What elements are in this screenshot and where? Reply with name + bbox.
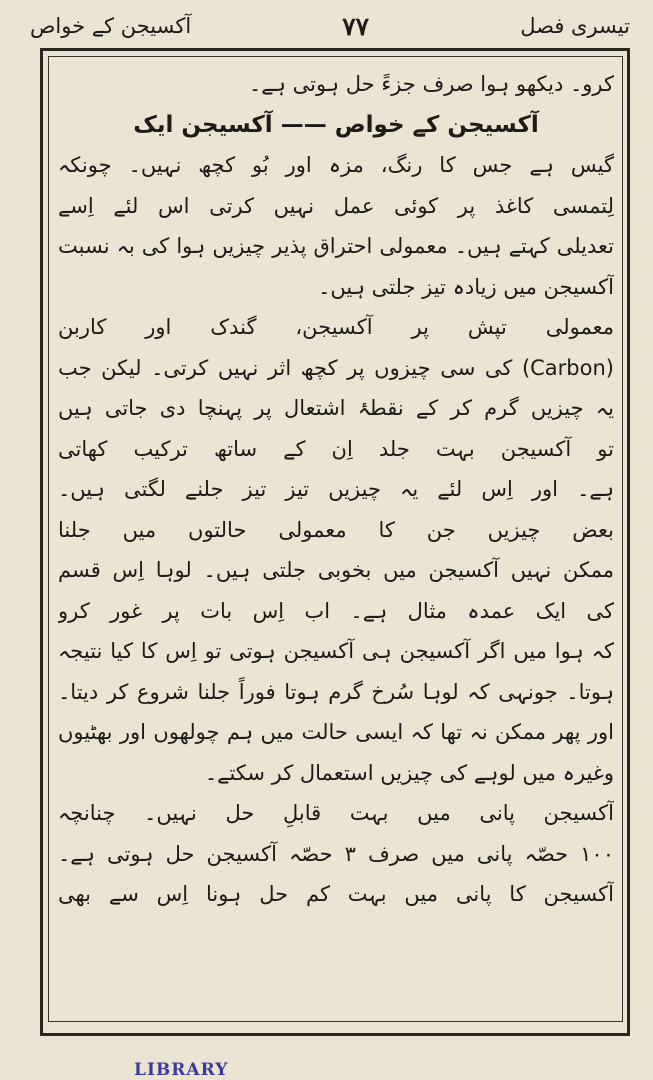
text-line: کہ ہوا میں اگر آکسیجن ہی آکسیجن ہوتی تو اِس کا کیا نتیجہ	[58, 639, 614, 663]
text-line: ممکن نہیں آکسیجن میں بخوبی جلتی ہیں۔ لوہا اِس قسم	[58, 558, 614, 582]
section-heading: آکسیجن کے خواص —— آکسیجن ایک	[133, 111, 539, 138]
text-line: معمولی تپش پر آکسیجن، گندک اور کاربن	[58, 315, 614, 339]
text-line: بعض چیزیں جن کا معمولی حالتوں میں جلنا	[58, 517, 614, 542]
text-line: کرو۔ دیکھو ہوا صرف جزءً حل ہوتی ہے۔	[249, 72, 614, 96]
text-line: کی ایک عمدہ مثال ہے۔ اب اِس بات پر غور کرو	[58, 598, 614, 623]
running-head	[30, 6, 630, 46]
text-line: آکسیجن کا پانی میں بہت کم حل ہونا اِس سے بھی	[58, 882, 614, 906]
text-line: گیس ہے جس کا رنگ، مزہ اور بُو کچھ نہیں۔ چونکہ	[58, 153, 614, 177]
text-line: تو آکسیجن بہت جلد اِن کے ساتھ ترکیب کھاتی	[58, 436, 614, 461]
text-line: ۱۰۰ حصّہ پانی میں صرف ۳ حصّہ آکسیجن حل ہوتی ہے۔	[58, 841, 614, 866]
text-line: یہ چیزیں گرم کر کے نقطۂ اشتعال پر پہنچا دی جاتی ہیں	[58, 396, 614, 420]
body-text	[58, 64, 614, 1016]
text-line: ہے۔ اور اِس لئے یہ چیزیں تیز تیز جلنے لگتی ہیں۔	[58, 477, 614, 501]
text-line: اور پھر ممکن نہ تھا کہ ایسی حالت میں ہم چولھوں اور بھٹیوں	[58, 720, 614, 744]
running-head-left: آکسیجن کے خواص	[30, 14, 192, 38]
running-head-right: تیسری فصل	[520, 14, 630, 38]
page-number: ۷۷	[342, 11, 370, 41]
library-stamp: LIBRARY	[134, 1060, 229, 1080]
text-line: آکسیجن میں زیادہ تیز جلتی ہیں۔	[318, 274, 614, 299]
text-line: لِتمسی کاغذ پر کوئی عمل نہیں کرتی اس لئے اِسے	[58, 193, 614, 218]
text-line: آکسیجن پانی میں بہت قابلِ حل نہیں۔ چنانچہ	[58, 801, 614, 825]
text-line: تعدیلی کہتے ہیں۔ معمولی احتراق پذیر چیزیں ہوا کی بہ نسبت	[58, 234, 614, 258]
text-line: ہوتا۔ جونہی کہ لوہا سُرخ گرم ہوتا فوراً جلنا شروع کر دیتا۔	[58, 679, 614, 704]
text-line: وغیرہ میں لوہے کی چیزیں استعمال کر سکتے۔	[204, 760, 614, 785]
text-line: (Carbon) کی سی چیزوں پر کچھ اثر نہیں کرتی۔ لیکن جب	[58, 355, 614, 380]
